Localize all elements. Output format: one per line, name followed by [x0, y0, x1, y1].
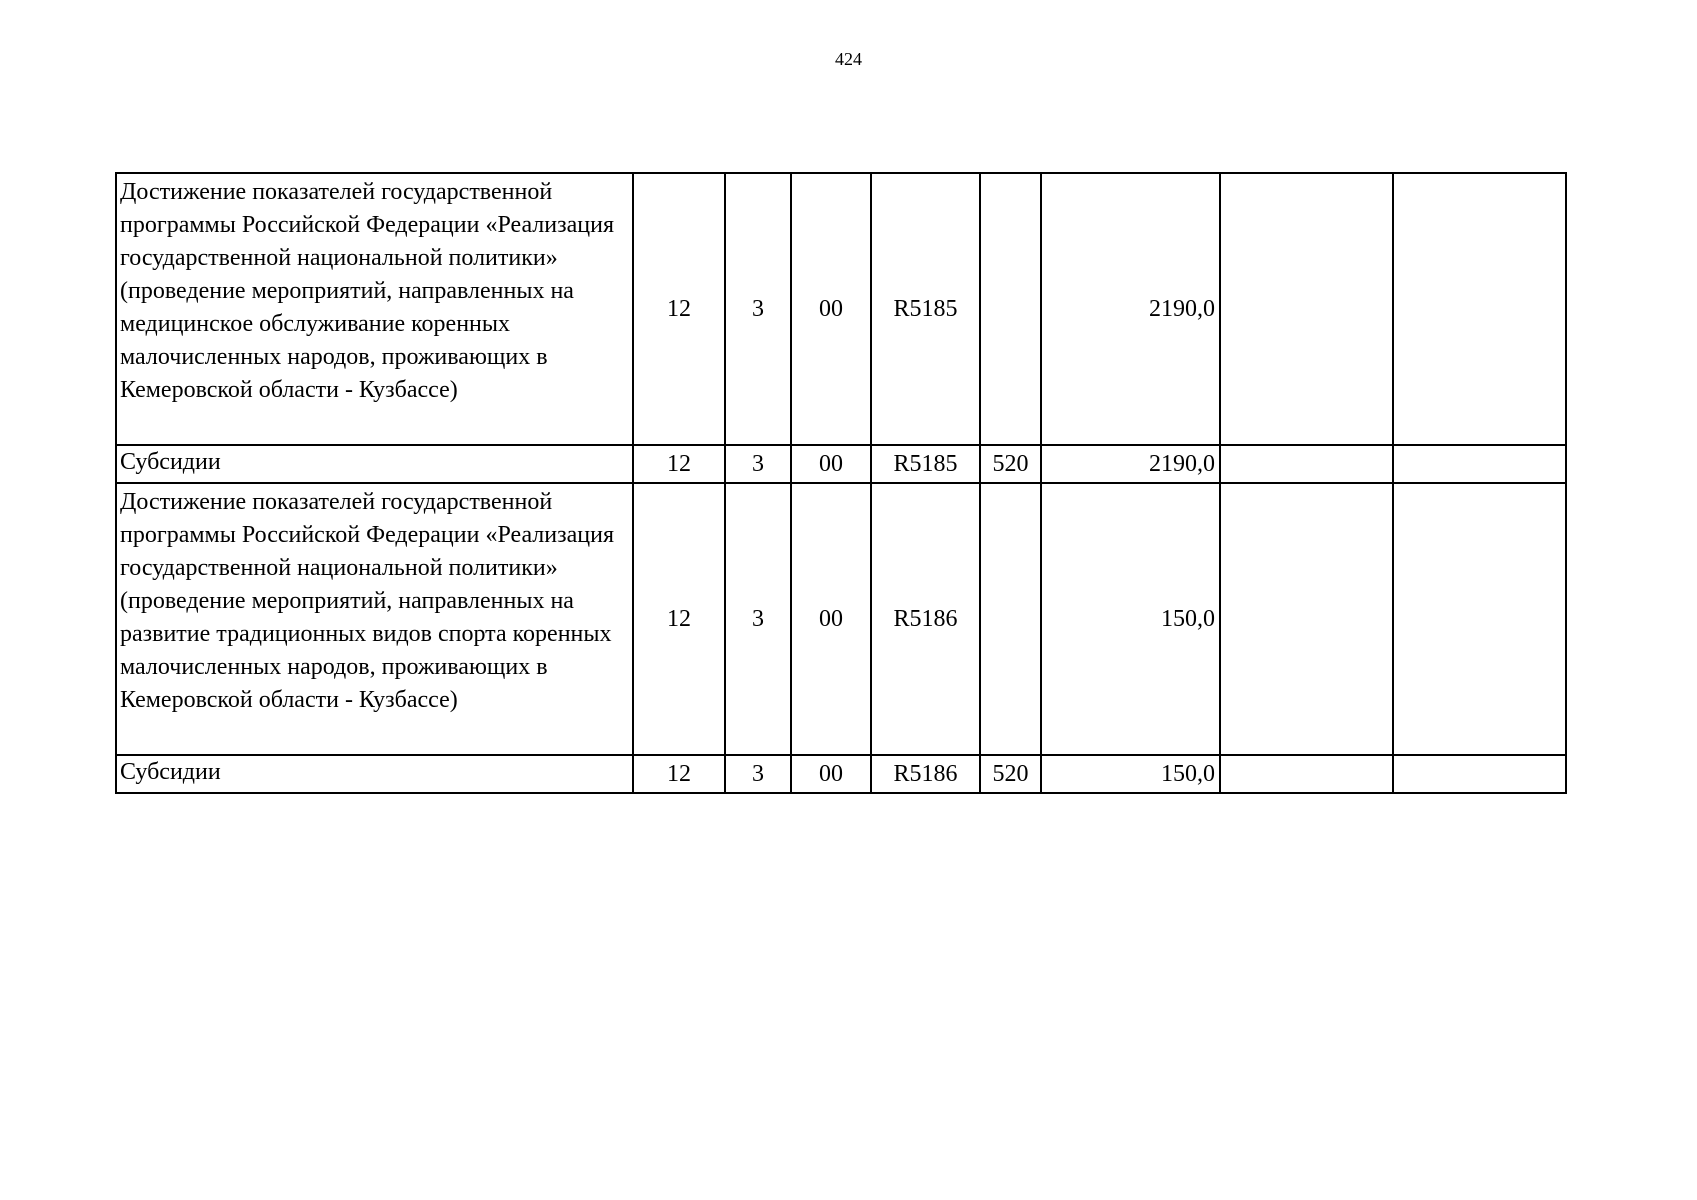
extra-cell-2 — [1393, 755, 1566, 793]
row-name-cell: Достижение показателей государственной программы Российской Федерации «Реализация государственной национальной политики» (проведение мероприятий, направленных на развитие традиционных видов спорта коренных малочисленных народов, проживающих в Кемеровской области - Кузбассе) — [116, 483, 633, 755]
row-name-cell: Субсидии — [116, 445, 633, 483]
expense-type-cell — [980, 173, 1041, 445]
extra-cell-2 — [1393, 173, 1566, 445]
extra-cell-1 — [1220, 755, 1393, 793]
subsection-cell: 3 — [725, 483, 791, 755]
table-row — [116, 445, 1566, 483]
target-code-cell: R5186 — [871, 755, 980, 793]
amount-cell: 150,0 — [1041, 755, 1220, 793]
amount-cell: 2190,0 — [1041, 173, 1220, 445]
expense-type-cell: 520 — [980, 755, 1041, 793]
section-cell: 12 — [633, 445, 725, 483]
row-name-cell: Достижение показателей государственной программы Российской Федерации «Реализация государственной национальной политики» (проведение мероприятий, направленных на медицинское обслуживание коренных малочисленных народов, проживающих в Кемеровской области - Кузбассе) — [116, 173, 633, 445]
target-code-cell: R5186 — [871, 483, 980, 755]
extra-cell-1 — [1220, 445, 1393, 483]
amount-cell: 150,0 — [1041, 483, 1220, 755]
section-cell: 12 — [633, 483, 725, 755]
budget-table — [115, 172, 1567, 794]
subsection-cell: 3 — [725, 173, 791, 445]
extra-cell-1 — [1220, 173, 1393, 445]
amount-cell: 2190,0 — [1041, 445, 1220, 483]
expense-type-cell: 520 — [980, 445, 1041, 483]
program-cell: 00 — [791, 445, 871, 483]
row-name-cell: Субсидии — [116, 755, 633, 793]
table-row — [116, 173, 1566, 445]
table-row — [116, 483, 1566, 755]
expense-type-cell — [980, 483, 1041, 755]
extra-cell-2 — [1393, 483, 1566, 755]
subsection-cell: 3 — [725, 755, 791, 793]
program-cell: 00 — [791, 483, 871, 755]
table-row — [116, 755, 1566, 793]
program-cell: 00 — [791, 755, 871, 793]
extra-cell-1 — [1220, 483, 1393, 755]
subsection-cell: 3 — [725, 445, 791, 483]
target-code-cell: R5185 — [871, 173, 980, 445]
page-number: 424 — [835, 49, 862, 69]
target-code-cell: R5185 — [871, 445, 980, 483]
section-cell: 12 — [633, 173, 725, 445]
extra-cell-2 — [1393, 445, 1566, 483]
program-cell: 00 — [791, 173, 871, 445]
section-cell: 12 — [633, 755, 725, 793]
